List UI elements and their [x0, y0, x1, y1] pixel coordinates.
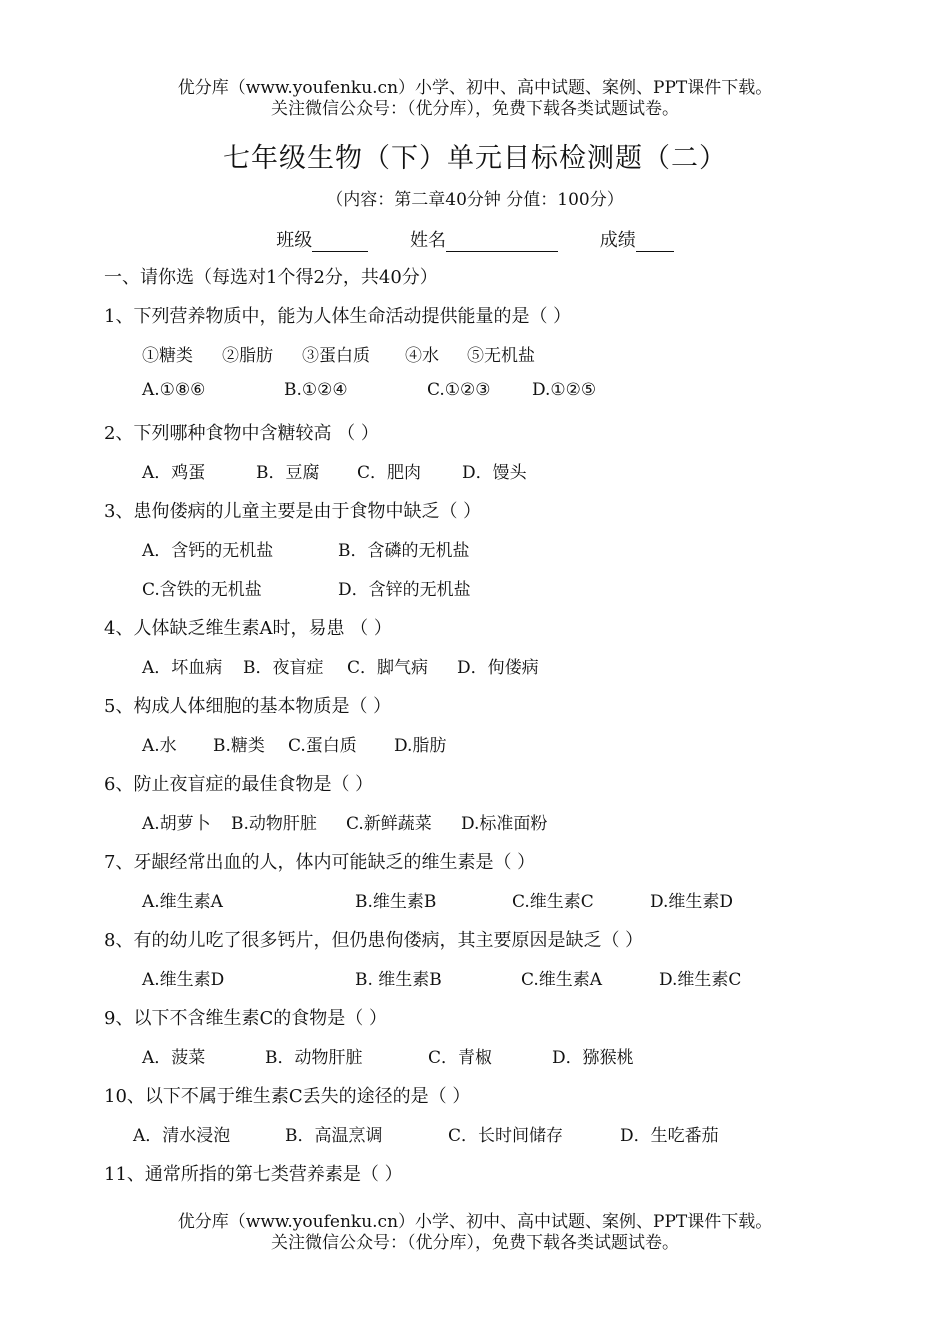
name-label: 姓名 — [410, 230, 446, 251]
q3-option-b: B．含磷的无机盐 — [338, 541, 470, 561]
q1-item-1: ①糖类 — [142, 346, 193, 366]
question-8: 8、有的幼儿吃了很多钙片，但仍患佝偻病，其主要原因是缺乏（ ） — [104, 930, 644, 951]
score-label: 成绩 — [599, 230, 636, 251]
class-field — [276, 226, 368, 252]
q6-option-c: C.新鲜蔬菜 — [346, 814, 432, 834]
q7-option-c: C.维生素C — [512, 892, 594, 912]
q9-option-c: C．青椒 — [428, 1048, 493, 1068]
footer-line-1: 优分库（www.youfenku.cn）小学、初中、高中试题、案例、PPT课件下载。 — [177, 1212, 773, 1232]
q1-option-c: C.①②③ — [427, 380, 491, 400]
name-blank — [446, 233, 558, 252]
question-6: 6、防止夜盲症的最佳食物是（ ） — [104, 774, 374, 795]
q9-option-a: A．菠菜 — [142, 1048, 206, 1068]
page-subtitle: （内容：第二章40分钟 分值：100分） — [326, 190, 624, 210]
class-label: 班级 — [276, 230, 313, 251]
q7-option-a: A.维生素A — [142, 892, 223, 912]
question-2: 2、下列哪种食物中含糖较高 （ ） — [104, 423, 379, 444]
q1-option-a: A.①⑧⑥ — [142, 380, 206, 400]
student-info — [0, 226, 950, 252]
question-10: 10、以下不属于维生素C丢失的途径的是（ ） — [104, 1086, 471, 1107]
q1-option-d: D.①②⑤ — [532, 380, 597, 400]
q6-option-b: B.动物肝脏 — [231, 814, 317, 834]
question-11: 11、通常所指的第七类营养素是（ ） — [104, 1164, 403, 1185]
q10-option-c: C．长时间储存 — [448, 1126, 564, 1146]
q5-option-b: B.糖类 — [213, 736, 265, 756]
q8-option-b: B. 维生素B — [355, 970, 442, 990]
q5-option-a: A.水 — [142, 736, 177, 756]
question-7: 7、牙龈经常出血的人，体内可能缺乏的维生素是（ ） — [104, 852, 536, 873]
q3-option-d: D．含锌的无机盐 — [338, 580, 471, 600]
q6-option-a: A.胡萝卜 — [142, 814, 211, 834]
q5-option-c: C.蛋白质 — [288, 736, 357, 756]
q7-option-b: B.维生素B — [355, 892, 437, 912]
q4-option-c: C．脚气病 — [347, 658, 429, 678]
q5-option-d: D.脂肪 — [394, 736, 447, 756]
q1-item-4: ④水 — [405, 346, 439, 366]
q1-item-3: ③蛋白质 — [302, 346, 370, 366]
q4-option-b: B．夜盲症 — [243, 658, 324, 678]
question-4: 4、人体缺乏维生素A时，易患 （ ） — [104, 618, 392, 639]
score-blank — [636, 233, 674, 252]
name-field — [410, 226, 558, 252]
class-blank — [312, 233, 368, 252]
q10-option-b: B．高温烹调 — [285, 1126, 383, 1146]
q10-option-a: A．清水浸泡 — [133, 1126, 231, 1146]
q9-option-d: D．猕猴桃 — [552, 1048, 634, 1068]
question-9: 9、以下不含维生素C的食物是（ ） — [104, 1008, 387, 1029]
q8-option-a: A.维生素D — [142, 970, 225, 990]
score-field — [600, 226, 674, 252]
q2-option-b: B．豆腐 — [256, 463, 320, 483]
question-1: 1、下列营养物质中，能为人体生命活动提供能量的是（ ） — [104, 306, 572, 327]
q4-option-a: A．坏血病 — [142, 658, 223, 678]
section-heading: 一、请你选（每选对1个得2分，共40分） — [104, 267, 438, 288]
q2-option-c: C．肥肉 — [357, 463, 422, 483]
q6-option-d: D.标准面粉 — [461, 814, 548, 834]
q2-option-d: D．馒头 — [462, 463, 527, 483]
q8-option-c: C.维生素A — [521, 970, 603, 990]
q1-item-5: ⑤无机盐 — [467, 346, 535, 366]
q3-option-a: A．含钙的无机盐 — [142, 541, 274, 561]
question-5: 5、构成人体细胞的基本物质是（ ） — [104, 696, 392, 717]
q10-option-d: D．生吃番茄 — [620, 1126, 719, 1146]
q9-option-b: B．动物肝脏 — [265, 1048, 363, 1068]
q8-option-d: D.维生素C — [659, 970, 742, 990]
question-3: 3、患佝偻病的儿童主要是由于食物中缺乏（ ） — [104, 501, 482, 522]
q1-item-2: ②脂肪 — [222, 346, 273, 366]
q3-option-c: C.含铁的无机盐 — [142, 580, 262, 600]
q1-option-b: B.①②④ — [284, 380, 348, 400]
footer-line-2: 关注微信公众号：（优分库），免费下载各类试题试卷。 — [271, 1233, 679, 1253]
page-title: 七年级生物（下）单元目标检测题（二） — [223, 143, 727, 174]
q7-option-d: D.维生素D — [650, 892, 734, 912]
q4-option-d: D．佝偻病 — [457, 658, 539, 678]
header-line-2: 关注微信公众号：（优分库），免费下载各类试题试卷。 — [271, 99, 679, 119]
q2-option-a: A．鸡蛋 — [142, 463, 206, 483]
header-line-1: 优分库（www.youfenku.cn）小学、初中、高中试题、案例、PPT课件下载。 — [177, 78, 773, 98]
